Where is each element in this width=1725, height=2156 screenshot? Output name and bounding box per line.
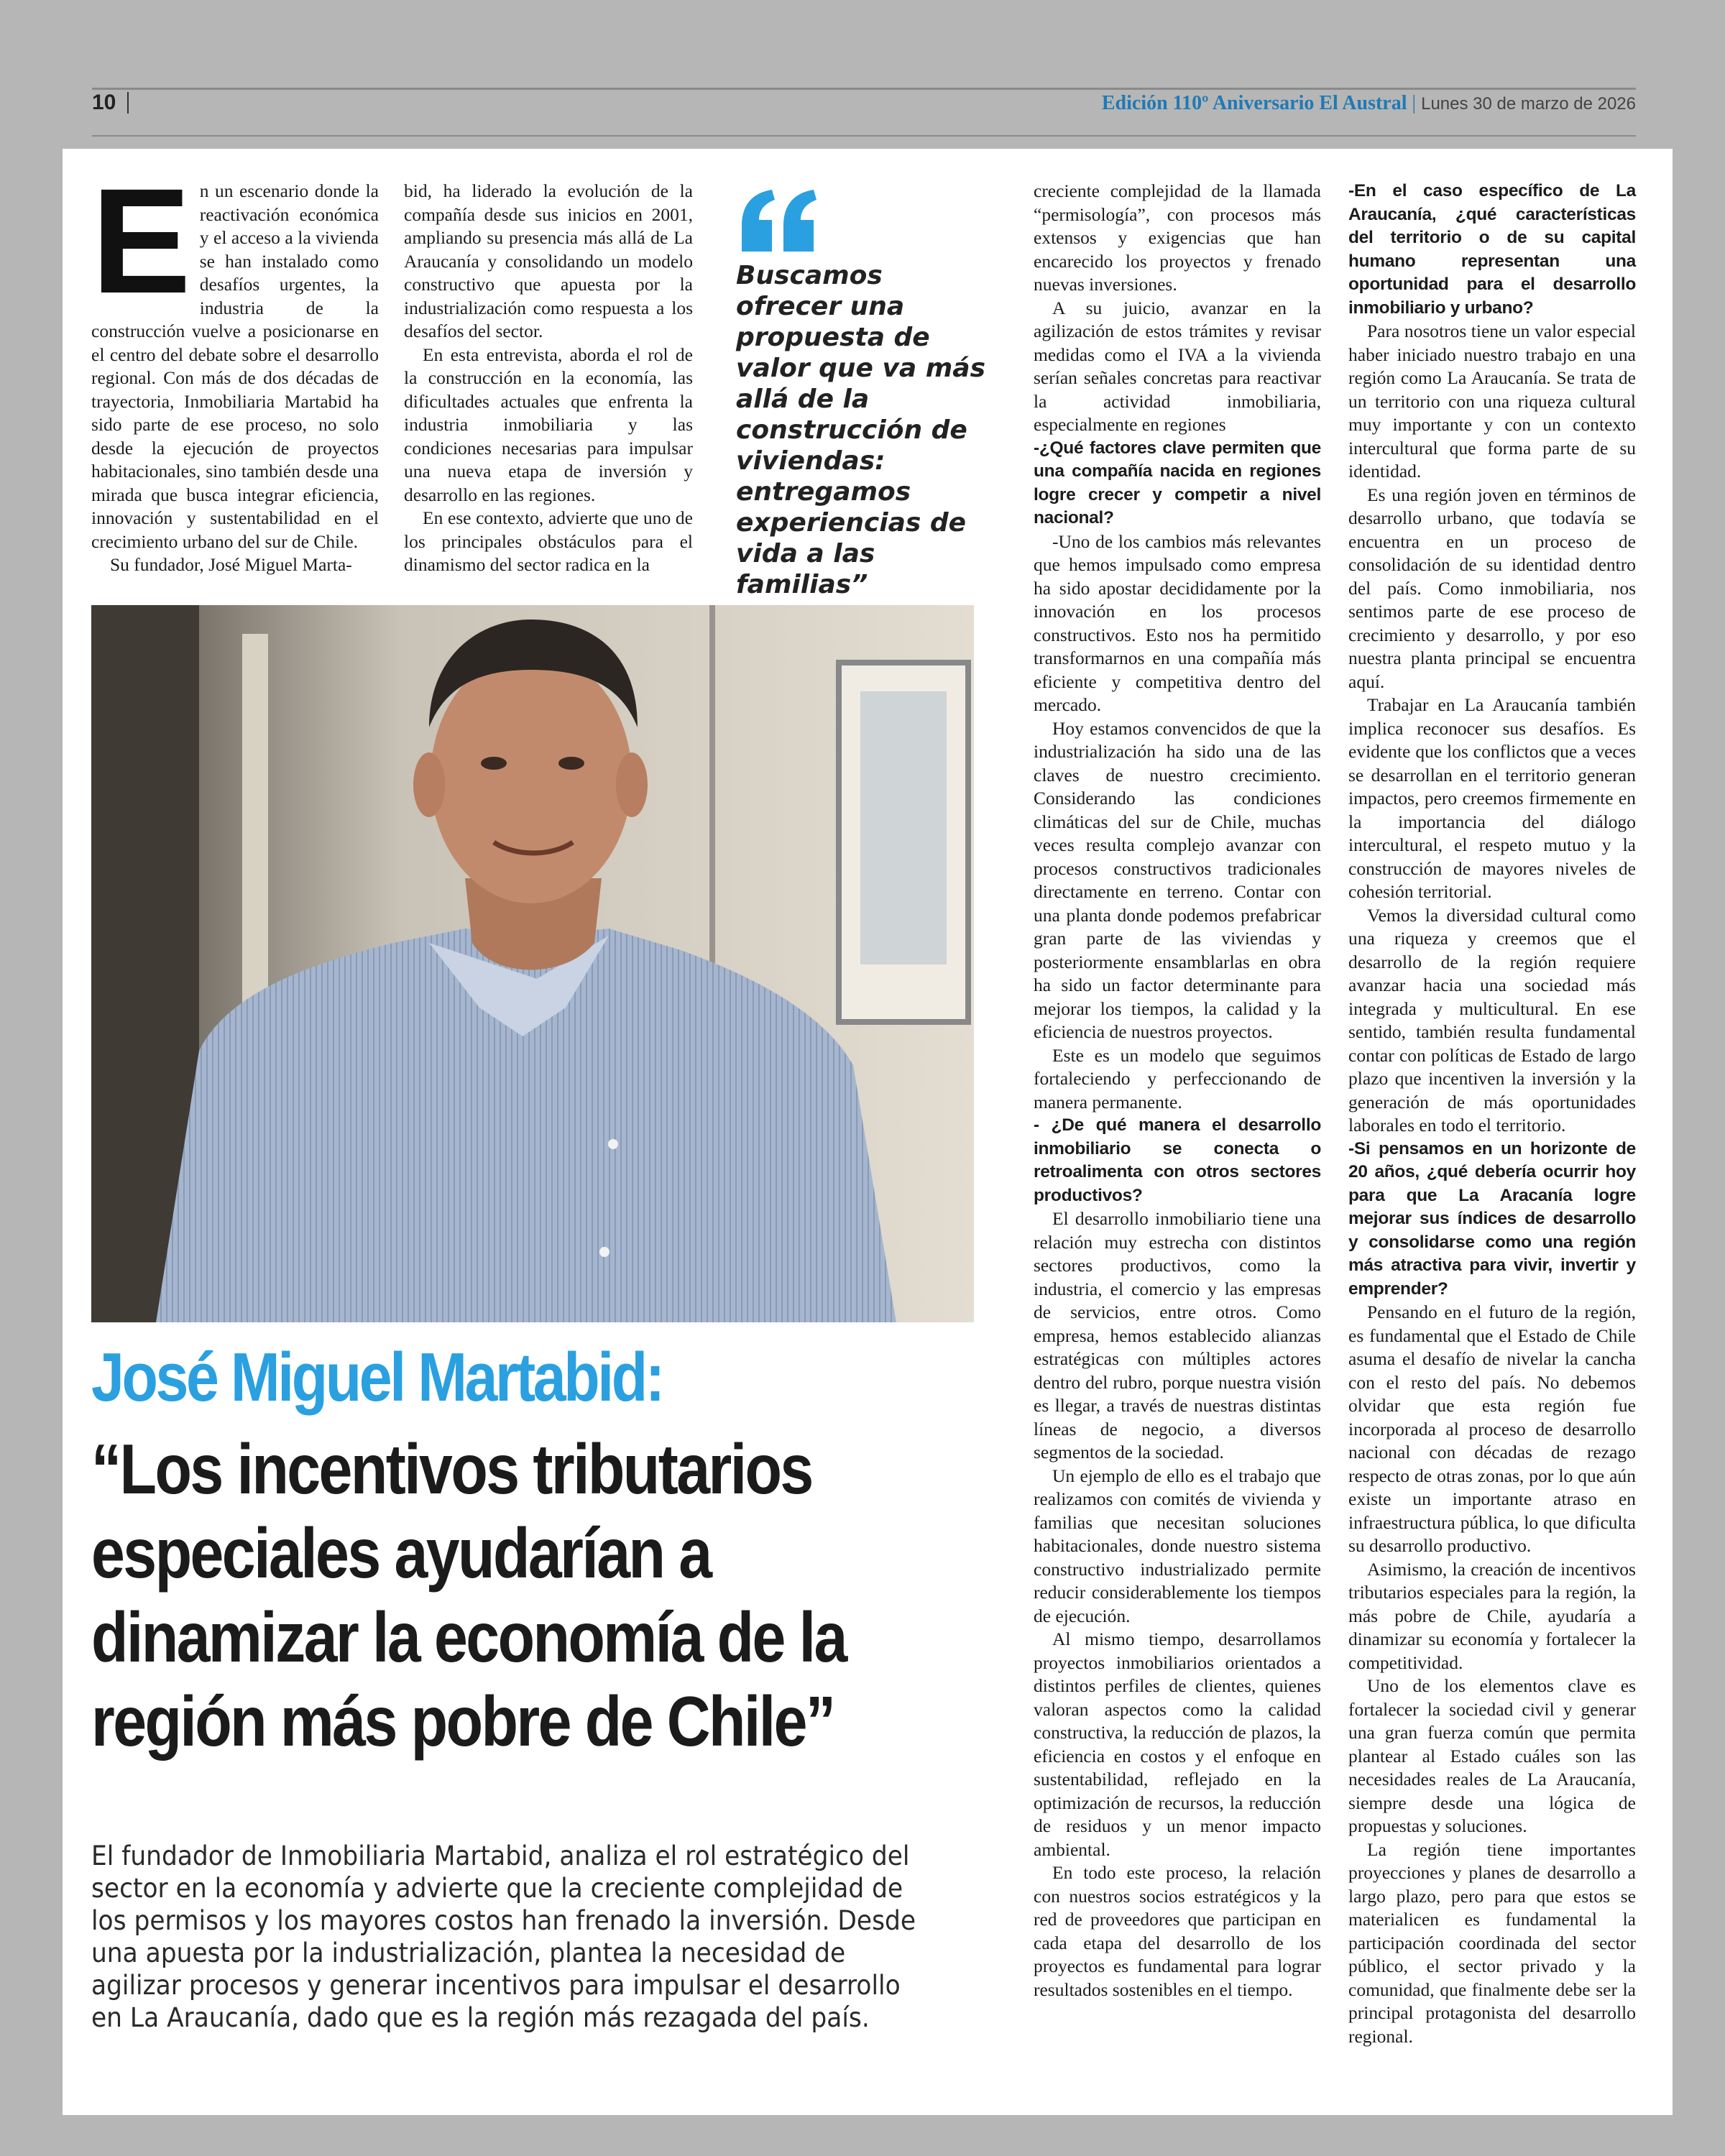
page-number-divider — [127, 92, 129, 114]
header-bottom-rule — [92, 135, 1636, 137]
edition-date-divider: | — [1412, 92, 1422, 114]
drop-cap: E — [91, 158, 191, 325]
article-column-2 — [404, 180, 693, 577]
article-paragraph: creciente complejidad de la llamada “permisología”, con procesos más extensos y exigencias que han encarecido los proyectos y frenado nuevas inversiones. — [1034, 180, 1321, 295]
article-paragraph: Un ejemplo de ello es el trabajo que realizamos con comités de vivienda y familias que necesitan soluciones habitacionales, donde nuestro sistema constructivo industrializado permite reducir considerablemente los tiempos de ejecución. — [1034, 1465, 1321, 1626]
article-paragraph: Pensando en el futuro de la región, es fundamental que el Estado de Chile asuma el desafío de nivelar la cancha con el resto del país. No debemos olvidar que esta región fue incorporada al proceso de desarrollo nacional con décadas de rezago respecto de otras zonas, por lo que aún existe un importante atraso en infraestructura pública, lo que dificulta su desarrollo productivo. — [1348, 1302, 1636, 1556]
article-column-3 — [1034, 180, 1321, 2001]
article-paragraph: En todo este proceso, la relación con nuestros socios estratégicos y la red de proveedores que participan en cada etapa del desarrollo de los proyectos es fundamental para lograr resultados sostenibles en el tiempo. — [1034, 1862, 1321, 2000]
article-paragraph: Este es un modelo que seguimos fortaleciendo y perfeccionando de manera permanente. — [1034, 1044, 1321, 1112]
article-paragraph: A su juicio, avanzar en la agilización de estos trámites y revisar medidas como el IVA a la vivienda serían señales concretas para reactivar la actividad inmobiliaria, especialmente en regiones — [1034, 297, 1321, 435]
interview-question: -¿Qué factores clave permiten que una compañía nacida en regiones logre crecer y competir a nivel nacional? — [1034, 438, 1321, 528]
interview-question: -Si pensamos en un horizonte de 20 años, ¿qué debería ocurrir hoy para que La Aracanía logre mejorar sus índices de desarrollo y consolidarse como una región más atractiva para vivir, invertir y emprender? — [1348, 1138, 1636, 1299]
portrait-illustration — [91, 605, 974, 1322]
interview-question: -En el caso específico de La Araucanía, ¿qué características del territorio o de su capital humano representan una oportunidad para el desarrollo inmobiliario y urbano? — [1348, 181, 1636, 318]
article-paragraph: Uno de los elementos clave es fortalecer la sociedad civil y generar una gran fuerza común que permita plantear al Estado cuáles son las necesidades reales de La Araucanía, siempre desde una lógica de propuestas y soluciones. — [1348, 1675, 1636, 1836]
pull-quote: Buscamos ofrecer una propuesta de valor que va más allá de la construcción de viviendas: entregamos experiencias de vida a las familias” — [736, 261, 985, 599]
article-paragraph: Trabajar en La Araucanía también implica reconocer sus desafíos. Es evidente que los conflictos que a veces se desarrollan en el territorio generan impactos, pero creemos firmemente en la importancia del diálogo intercultural, el respeto mutuo y la construcción de mayores niveles de cohesión territorial. — [1348, 694, 1636, 902]
quote-mark-icon — [736, 185, 821, 257]
article-paragraph: n un escenario donde la reactivación económica y el acceso a la vivienda se han instalado como desafíos urgentes, la industria de la construcción vuelve a posicionarse en el centro del debate sobre el desarrollo regional. Con más de dos décadas de trayectoria, Inmobiliaria Martabid ha sido parte de ese proceso, no solo desde la ejecución de proyectos habitacionales, sino también desde una mirada que busca integrar eficiencia, innovación y sustentabilidad en el crecimiento urbano del sur de Chile. — [91, 180, 379, 552]
header-top-rule — [92, 88, 1636, 90]
article-paragraph: Asimismo, la creación de incentivos tributarios especiales para la región, la más pobre de Chile, ayudaría a dinamizar su economía y fortalecer la competitividad. — [1348, 1558, 1636, 1673]
article-paragraph: Al mismo tiempo, desarrollamos proyectos inmobiliarios orientados a distintos perfiles de clientes, quienes valoran aspectos como la calidad constructiva, la reducción de plazos, la eficiencia en costos y el enfoque en sustentabilidad, reflejado en la optimización de recursos, la reducción de residuos y un menor impacto ambiental. — [1034, 1628, 1321, 1860]
edition-title: Edición 110º Aniversario El Austral — [1101, 92, 1407, 114]
portrait-photo — [91, 605, 974, 1322]
article-paragraph: Para nosotros tiene un valor especial haber iniciado nuestro trabajo en una región como La Araucanía. Se trata de un territorio con una riqueza cultural muy importante y con un contexto intercultural que forma parte de su identidad. — [1348, 321, 1636, 482]
article-column-1 — [91, 158, 379, 577]
article-paragraph: En ese contexto, advierte que uno de los principales obstáculos para el dinamismo del sector radica en la — [404, 507, 693, 575]
article-paragraph: El desarrollo inmobiliario tiene una relación muy estrecha con distintos sectores productivos, como la industria, el comercio y las empresas de servicios, entre otros. Como empresa, hemos establecido alianzas estratégicas con múltiples actores dentro del rubro, porque nuestra visión es llegar, a través de nuestras distintas líneas de negocio, a diversos segmentos de la sociedad. — [1034, 1208, 1321, 1462]
interview-question: - ¿De qué manera el desarrollo inmobiliario se conecta o retroalimenta con otros sectores productivos? — [1034, 1115, 1321, 1205]
page-number: 10 — [92, 91, 116, 114]
article-paragraph: Vemos la diversidad cultural como una riqueza y creemos que el desarrollo de la región requiere avanzar hacia una sociedad más integrada y multicultural. En ese sentido, también resulta fundamental contar con políticas de Estado de largo plazo que incentiven la inversión y la generación de más oportunidades laborales en todo el territorio. — [1348, 904, 1636, 1135]
article-paragraph: En esta entrevista, aborda el rol de la construcción en la economía, las dificultades actuales que enfrenta la industria inmobiliaria y las condiciones necesarias para impulsar una nueva etapa de inversión y desarrollo en las regiones. — [404, 344, 693, 505]
article-paragraph: Es una región joven en términos de desarrollo urbano, que todavía se encuentra en un proceso de consolidación de su identidad dentro del país. Como inmobiliaria, nos sentimos parte de ese proceso de crecimiento y desarrollo, y por eso nuestra planta principal se encuentra aquí. — [1348, 484, 1636, 692]
headline-name: José Miguel Martabid: — [91, 1339, 663, 1416]
edition-header — [1102, 92, 1636, 115]
article-paragraph: Hoy estamos convencidos de que la industrialización ha sido una de las claves de nuestro crecimiento. Considerando las condiciones climáticas del sur de Chile, muchas veces resulta complejo avanzar con procesos constructivos tradicionales directamente en terreno. Contar con una planta donde podemos prefabricar gran parte de las viviendas y posteriormente ensamblarlas en obra ha sido un factor determinante para mejorar los tiempos, la calidad y la eficiencia de nuestros proyectos. — [1034, 717, 1321, 1042]
edition-date: Lunes 30 de marzo de 2026 — [1421, 94, 1636, 114]
headline-quote: “Los incentivos tributarios especiales ayudarían a dinamizar la economía de la región más pobre de Chile” — [91, 1429, 846, 1761]
article-column-4 — [1348, 180, 1636, 2048]
article-paragraph: Su fundador, José Miguel Marta- — [110, 554, 352, 575]
article-paragraph: bid, ha liderado la evolución de la compañía desde sus inicios en 2001, ampliando su presencia más allá de La Araucanía y consolidando un modelo constructivo que apuesta por la industrialización como respuesta a los desafíos del sector. — [404, 180, 693, 341]
article-paragraph: -Uno de los cambios más relevantes que hemos impulsado como empresa ha sido apostar decididamente por la innovación en los procesos constructivos. Esto nos ha permitido transformarnos en una compañía más eficiente y competitiva dentro del mercado. — [1034, 530, 1321, 715]
lead-paragraph: El fundador de Inmobiliaria Martabid, analiza el rol estratégico del sector en la economía y advierte que la creciente complejidad de los permisos y los mayores costos han frenado la inversión. Desde una apuesta por la industrialización, plantea la necesidad de agilizar procesos y generar incentivos para impulsar el desarrollo en La Araucanía, dado que es la región más rezagada del país. — [91, 1841, 916, 2033]
article-paragraph: La región tiene importantes proyecciones y planes de desarrollo a largo plazo, pero para que estos se materialicen es fundamental la participación coordinada del sector público, el sector privado y la comunidad, que finalmente debe ser la principal protagonista del desarrollo regional. — [1348, 1838, 1636, 2047]
